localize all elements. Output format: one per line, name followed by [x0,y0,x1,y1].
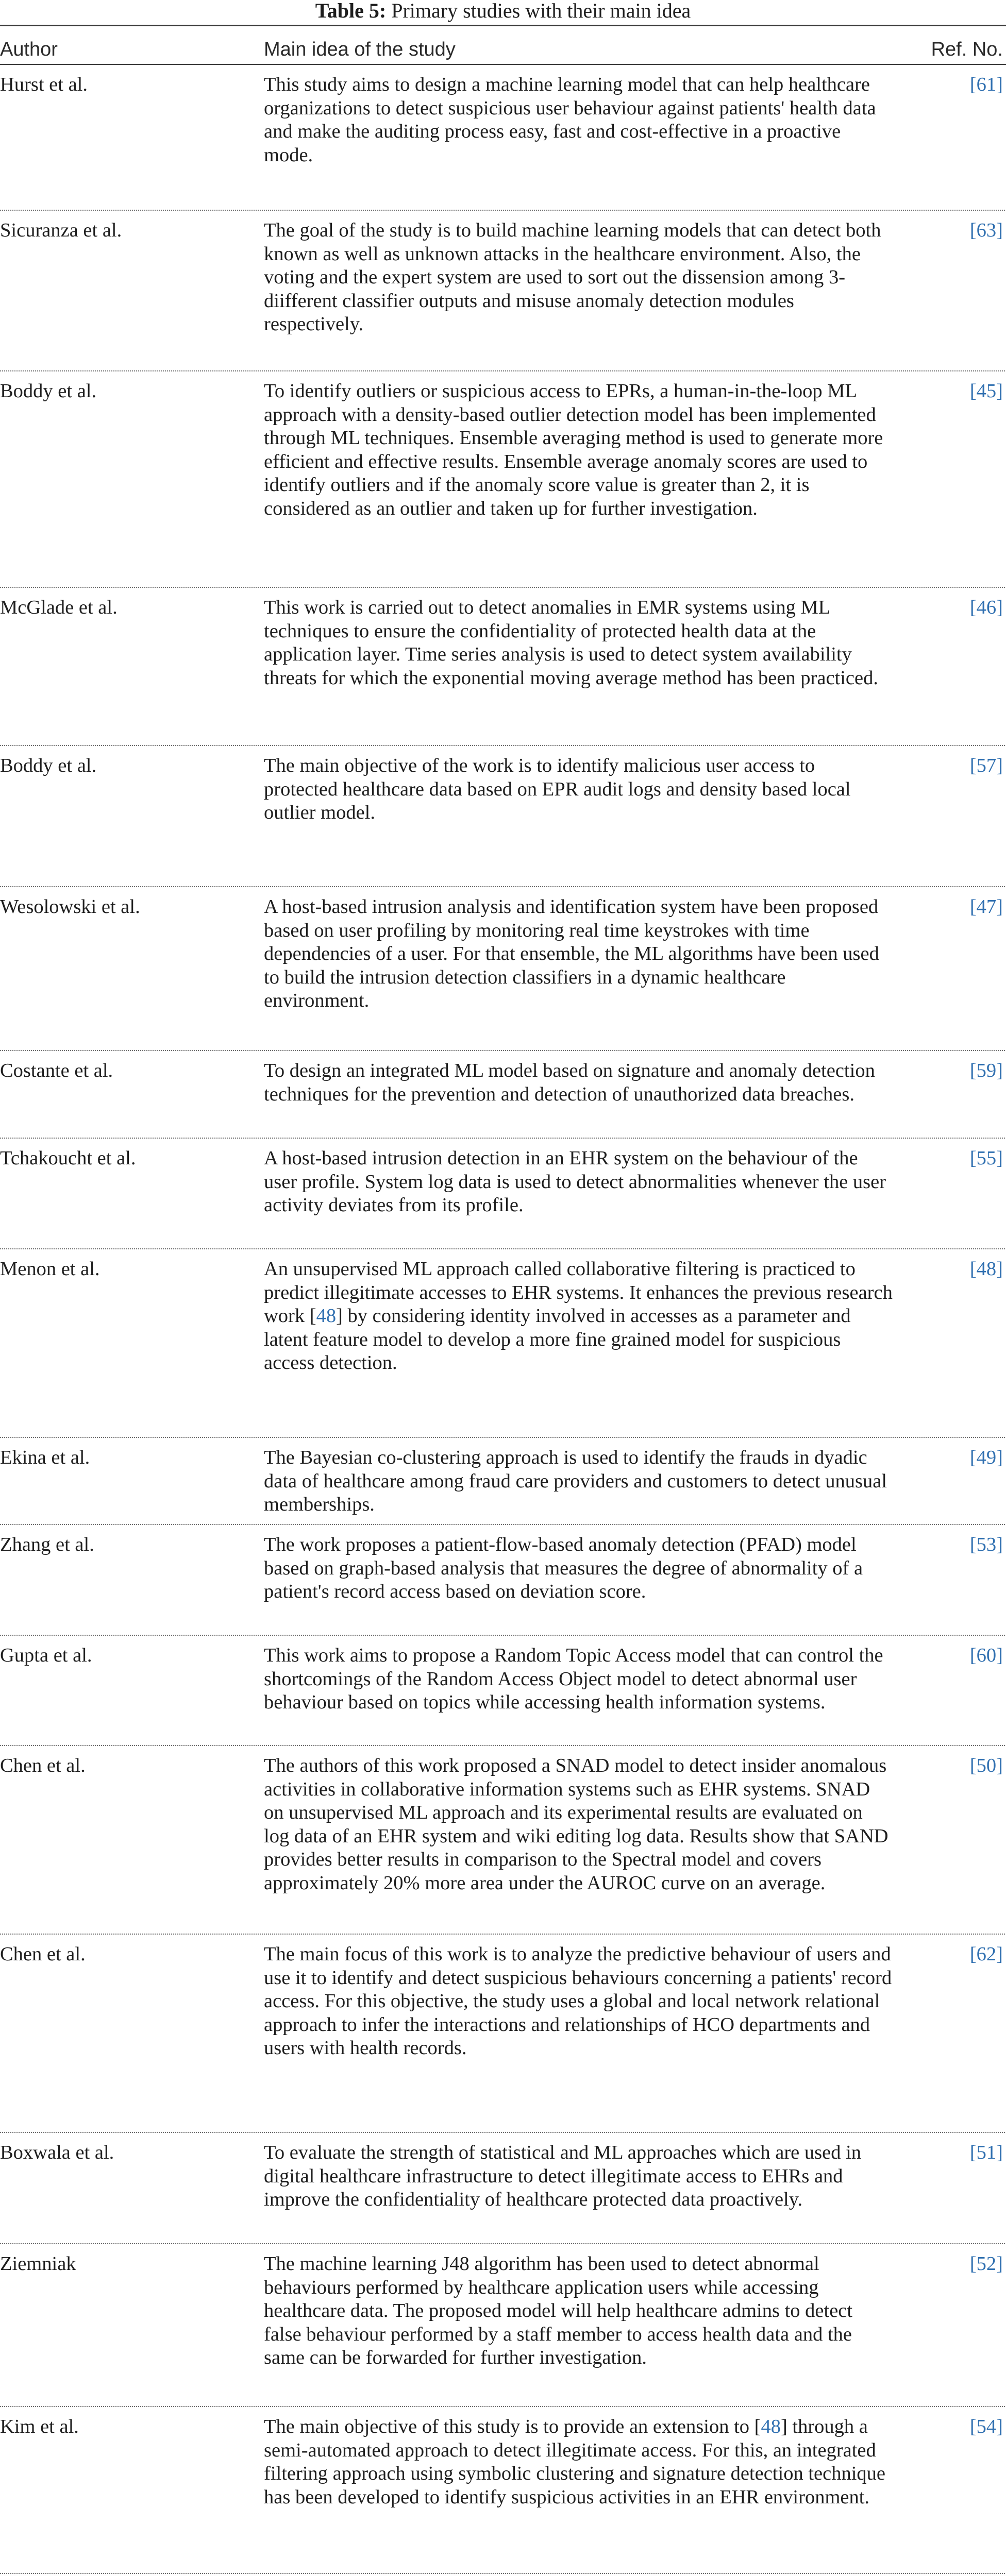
ref-cell [931,895,1003,919]
author-cell: Tchakoucht et al. [0,1147,136,1169]
table-row [0,1051,1006,1139]
ref-link[interactable]: 51 [976,2142,997,2163]
header-ref: Ref. No. [931,39,1003,60]
table-row [0,65,1006,211]
ref-bracket-close: ] [996,380,1003,402]
ref-bracket-open: [ [969,219,977,241]
ref-link[interactable]: 49 [976,1447,997,1468]
ref-bracket-open: [ [969,2416,977,2437]
ref-link[interactable]: 63 [976,219,997,241]
ref-bracket-open: [ [969,380,977,402]
ref-bracket-open: [ [969,1534,977,1555]
ref-cell [931,2252,1003,2276]
idea-cell: The main focus of this work is to analyze the predictive behaviour of users and use it to identify and detect suspicious behaviours concerning a patients' record access. For this objective, the study uses a global and local network relational approach to infer the interactions and relationships of HCO departments and users with health records. [264,1943,892,2059]
caption-label: Table 5: [315,0,387,22]
ref-bracket-close: ] [996,1645,1003,1666]
ref-cell [931,1644,1003,1668]
ref-bracket-open: [ [969,1447,977,1468]
inline-citation-link[interactable]: 48 [316,1305,337,1327]
ref-link[interactable]: 46 [976,597,997,618]
ref-bracket-close: ] [996,1060,1003,1081]
ref-link[interactable]: 62 [976,1943,997,1965]
ref-bracket-close: ] [996,597,1003,618]
ref-link[interactable]: 45 [976,380,997,402]
ref-cell [931,1059,1003,1083]
author-cell: Ziemniak [0,2253,76,2275]
ref-cell [931,219,1003,243]
author-cell: Zhang et al. [0,1534,94,1555]
idea-text: The main objective of this study is to provide an extension to [ [264,2416,761,2437]
author-cell: Costante et al. [0,1060,113,1081]
ref-bracket-open: [ [969,1060,977,1081]
ref-bracket-open: [ [969,2253,977,2275]
table-row [0,2133,1006,2244]
ref-bracket-open: [ [969,597,977,618]
author-cell: Hurst et al. [0,74,88,95]
ref-link[interactable]: 54 [976,2416,997,2437]
top-rule [0,25,1006,26]
ref-bracket-close: ] [996,1534,1003,1555]
ref-link[interactable]: 59 [976,1060,997,1081]
ref-bracket-close: ] [996,1258,1003,1280]
ref-link[interactable]: 60 [976,1645,997,1666]
ref-bracket-open: [ [969,1755,977,1776]
header-idea: Main idea of the study [264,39,456,60]
table-row [0,1139,1006,1249]
ref-link[interactable]: 61 [976,74,997,95]
idea-cell: This study aims to design a machine learning model that can help healthcare organizations to detect suspicious user behaviour against patients' health data and make the auditing process easy, fast and cost-effective in a proactive mode. [264,74,876,166]
ref-bracket-close: ] [996,219,1003,241]
ref-bracket-close: ] [996,1943,1003,1965]
idea-cell: This work aims to propose a Random Topic Access model that can control the shortcomings of the Random Access Object model to detect abnormal user behaviour based on topics while accessing health information systems. [264,1645,883,1714]
ref-cell [931,380,1003,403]
ref-bracket-open: [ [969,2142,977,2163]
table-row [0,746,1006,887]
author-cell: Gupta et al. [0,1645,92,1666]
idea-cell [264,1258,893,1375]
author-cell: Boddy et al. [0,755,97,776]
table-row [0,1636,1006,1746]
idea-cell: A host-based intrusion analysis and identification system have been proposed based on user profiling by monitoring real time keystrokes with time dependencies of a user. For that ensemble, the ML algorithms have been used to build the intrusion detection classifiers in a dynamic healthcare environment. [264,896,879,1012]
table-row [0,2244,1006,2407]
ref-link[interactable]: 52 [976,2253,997,2275]
idea-cell: To design an integrated ML model based on signature and anomaly detection techniques for the prevention and detection of unauthorized data breaches. [264,1060,875,1105]
table-row [0,371,1006,588]
idea-cell: The authors of this work proposed a SNAD model to detect insider anomalous activities in collaborative information systems such as EHR systems. SNAD on unsupervised ML approach and its experimental results are evaluated on log data of an EHR system and wiki editing log data. Results show that SAND provides better results in comparison to the Spectral model and covers approximately 20% more area under the AUROC curve on an average. [264,1755,888,1894]
table-row [0,887,1006,1051]
ref-bracket-close: ] [996,2142,1003,2163]
ref-cell [931,1258,1003,1281]
table-row [0,1935,1006,2133]
ref-bracket-open: [ [969,1147,977,1169]
ref-cell [931,1943,1003,1967]
idea-cell: To identify outliers or suspicious access to EPRs, a human-in-the-loop ML approach with a density-based outlier detection model has been implemented through ML techniques. Ensemble averaging method is used to generate more efficient and effective results. Ensemble average anomaly scores are used to identify outliers and if the anomaly score value is greater than 2, it is considered as an outlier and taken up for further investigation. [264,380,883,519]
ref-bracket-close: ] [996,1147,1003,1169]
author-cell: Boxwala et al. [0,2142,114,2163]
author-cell: Chen et al. [0,1755,86,1776]
table-row [0,211,1006,371]
ref-cell [931,754,1003,778]
table-caption [0,0,1006,24]
idea-cell: The main objective of the work is to identify malicious user access to protected healthcare data based on EPR audit logs and density based local outlier model. [264,755,851,824]
table-row [0,1438,1006,1525]
idea-cell: The goal of the study is to build machine learning models that can detect both known as well as unknown attacks in the healthcare environment. Also, the voting and the expert system are used to sort out the dissension among 3-diifferent classifier outputs and misuse anomaly detection modules respectively. [264,219,881,335]
idea-cell: The machine learning J48 algorithm has been used to detect abnormal behaviours performed by healthcare application users while accessing healthcare data. The proposed model will help healthcare admins to detect false behaviour performed by a staff member to access health data and the same can be forwarded for further investigation. [264,2253,853,2369]
ref-cell [931,73,1003,97]
table-row [0,1249,1006,1438]
idea-text: ] through a semi-automated approach to detect illegitimate access. For this, an integrated filtering approach using symbolic clustering and signature detection technique has been developed to identify suspicious activities in an EHR environment. [264,2416,885,2508]
author-cell: Wesolowski et al. [0,896,140,918]
idea-text: An unsupervised ML approach called collaborative filtering is practiced to predict illegitimate accesses to EHR systems. It enhances the previous research work [ [264,1258,893,1327]
idea-cell: A host-based intrusion detection in an EHR system on the behaviour of the user profile. System log data is used to detect abnormalities whenever the user activity deviates from its profile. [264,1147,886,1216]
author-cell: Boddy et al. [0,380,97,402]
ref-bracket-close: ] [996,1755,1003,1776]
ref-link[interactable]: 55 [976,1147,997,1169]
ref-bracket-open: [ [969,1645,977,1666]
ref-link[interactable]: 57 [976,755,997,776]
table-row [0,588,1006,746]
ref-cell [931,1147,1003,1171]
idea-cell: The Bayesian co-clustering approach is used to identify the frauds in dyadic data of healthcare among fraud care providers and customers to detect unusual memberships. [264,1447,887,1516]
ref-bracket-open: [ [969,896,977,918]
ref-bracket-close: ] [996,2416,1003,2437]
ref-link[interactable]: 48 [976,1258,997,1280]
table-row [0,1525,1006,1636]
ref-cell [931,1533,1003,1557]
author-cell: Ekina et al. [0,1447,90,1468]
ref-bracket-open: [ [969,1943,977,1965]
ref-bracket-close: ] [996,1447,1003,1468]
ref-cell [931,596,1003,620]
author-cell: Chen et al. [0,1943,86,1965]
ref-cell [931,1446,1003,1470]
ref-bracket-close: ] [996,2253,1003,2275]
ref-link[interactable]: 50 [976,1755,997,1776]
idea-cell [264,2415,893,2509]
inline-citation-link[interactable]: 48 [761,2416,781,2437]
idea-cell: The work proposes a patient-flow-based anomaly detection (PFAD) model based on graph-based analysis that measures the degree of abnormality of a patient's record access based on deviation score. [264,1534,863,1603]
idea-cell: To evaluate the strength of statistical and ML approaches which are used in digital healthcare infrastructure to detect illegitimate access to EHRs and improve the confidentiality of healthcare protected data proactively. [264,2142,862,2211]
ref-link[interactable]: 47 [976,896,997,918]
caption-text: Primary studies with their main idea [391,0,691,22]
idea-cell: This work is carried out to detect anomalies in EMR systems using ML techniques to ensure the confidentiality of protected health data at the application layer. Time series analysis is used to detect system availability threats for which the exponential moving average method has been practiced. [264,597,878,689]
header-author: Author [0,39,58,60]
ref-cell [931,2415,1003,2439]
ref-cell [931,1754,1003,1778]
idea-text: ] by considering identity involved in accesses as a parameter and latent feature model to develop a more fine grained model for suspicious access detection. [264,1305,851,1374]
ref-bracket-close: ] [996,755,1003,776]
author-cell: McGlade et al. [0,597,118,618]
ref-link[interactable]: 53 [976,1534,997,1555]
table-row [0,2574,1006,2576]
author-cell: Kim et al. [0,2416,79,2437]
table-row [0,1746,1006,1935]
author-cell: Sicuranza et al. [0,219,122,241]
ref-cell [931,2141,1003,2165]
table-row [0,2407,1006,2574]
ref-bracket-close: ] [996,896,1003,918]
author-cell: Menon et al. [0,1258,100,1280]
ref-bracket-close: ] [996,74,1003,95]
ref-bracket-open: [ [969,1258,977,1280]
ref-bracket-open: [ [969,74,977,95]
ref-bracket-open: [ [969,755,977,776]
